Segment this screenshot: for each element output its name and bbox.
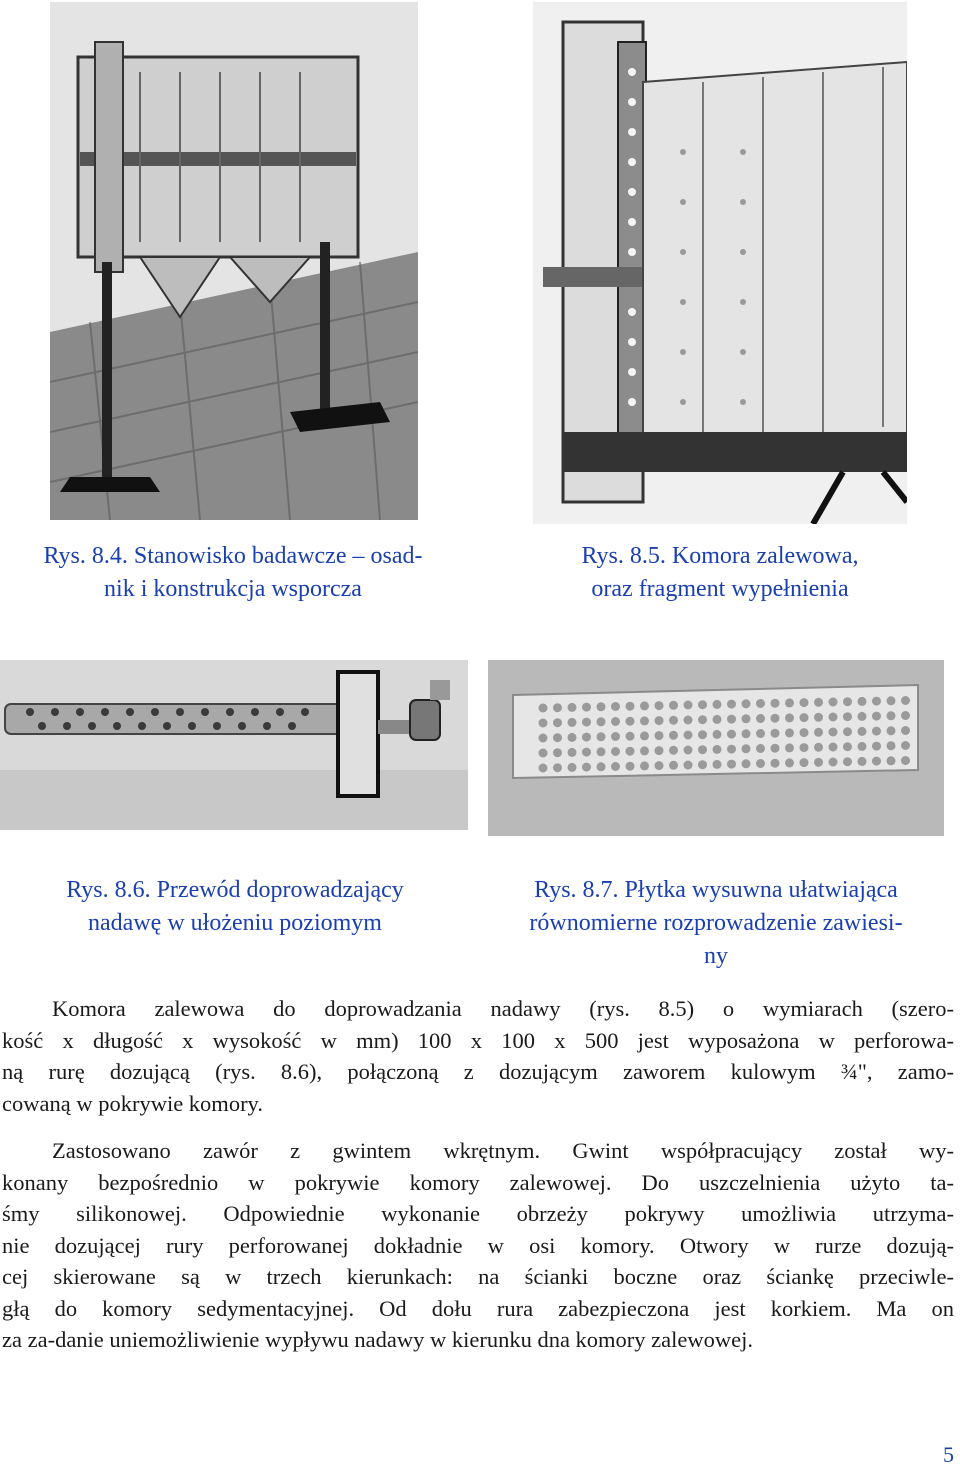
text-line: głą do komory sedymentacyjnej. Od dołu rura zabezpieczona jest korkiem. Ma on xyxy=(2,1295,954,1321)
text-line: cowaną w pokrywie komory. xyxy=(2,1090,263,1116)
caption-line: ny xyxy=(704,943,728,969)
text-line: kość x długość x wysokość w mm) 100 x 100 x 500 jest wyposażona w perforowa- xyxy=(2,1027,954,1053)
figure-8-4-caption xyxy=(8,540,458,606)
figure-8-6-photo xyxy=(0,660,468,830)
text-line: Zastosowano zawór z gwintem wkrętnym. Gwint współpracujący został wy- xyxy=(52,1138,954,1163)
text-line: konany bezpośrednio w pokrywie komory zalewowej. Do uszczelnienia użyto ta- xyxy=(2,1169,954,1195)
text-line: cej skierowane są w trzech kierunkach: na ścianki boczne oraz ściankę przeciwle- xyxy=(2,1264,954,1289)
text-line: śmy silikonowej. Odpowiednie wykonanie obrzeży pokrywy umożliwia utrzyma- xyxy=(2,1201,954,1226)
text-line: ną rurę dozującą (rys. 8.6), połączoną z dozującym zaworem kulowym ¾", zamo- xyxy=(2,1059,954,1084)
feed-pipe-image xyxy=(0,660,468,830)
paragraph-1 xyxy=(2,993,954,1119)
caption-line: Rys. 8.6. Przewód doprowadzający xyxy=(66,877,404,903)
feed-chamber-image xyxy=(533,2,907,524)
figure-8-5-caption xyxy=(520,540,920,606)
caption-line: Rys. 8.5. Komora zalewowa, xyxy=(581,543,859,569)
figure-8-7-caption xyxy=(478,874,954,973)
caption-line: Rys. 8.4. Stanowisko badawcze – osad- xyxy=(43,543,423,569)
caption-line: nadawę w ułożeniu poziomym xyxy=(88,910,382,936)
paragraph-2 xyxy=(2,1135,954,1356)
settling-tank-stand-image xyxy=(50,2,418,520)
page-number: 5 xyxy=(943,1442,954,1467)
caption-line: nik i konstrukcja wsporcza xyxy=(104,576,362,602)
figure-8-4-photo xyxy=(50,2,418,520)
figure-8-5-photo xyxy=(533,2,907,524)
figure-8-7-photo xyxy=(488,660,944,836)
text-line: Komora zalewowa do doprowadzania nadawy (rys. 8.5) o wymiarach (szero- xyxy=(52,996,954,1021)
figure-8-6-caption xyxy=(10,874,460,940)
text-line: nie dozującej rury perforowanej dokładnie w osi komory. Otwory w rurze dozują- xyxy=(2,1232,954,1258)
caption-line: równomierne rozprowadzenie zawiesi- xyxy=(529,910,903,936)
caption-line: oraz fragment wypełnienia xyxy=(591,576,849,602)
distribution-plate-image xyxy=(488,660,944,836)
caption-line: Rys. 8.7. Płytka wysuwna ułatwiająca xyxy=(534,877,898,903)
text-line: za za-danie uniemożliwienie wypływu nadawy w kierunku dna komory zalewowej. xyxy=(2,1327,753,1352)
